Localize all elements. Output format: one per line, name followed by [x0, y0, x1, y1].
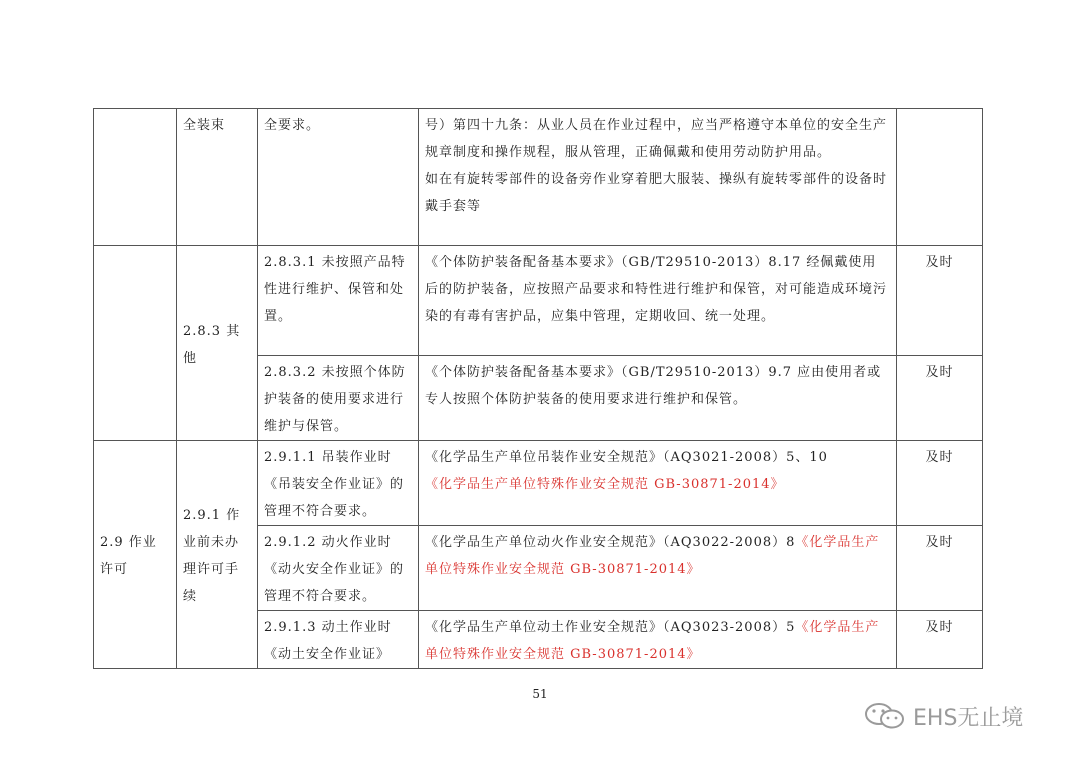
- deadline-cell: 及时: [897, 526, 983, 611]
- basis-cell: [419, 611, 897, 669]
- basis-standard: 《化学品生产单位吊装作业安全规范》（AQ3021-2008）5、10: [425, 450, 828, 465]
- basis-cell: [419, 441, 897, 526]
- issue-cell: 全要求。: [258, 109, 419, 246]
- basis-standard-highlight: 《化学品生产单位特殊作业安全规范 GB-30871-2014》: [425, 535, 880, 577]
- page-number: 51: [532, 687, 548, 701]
- table-row: [94, 109, 983, 246]
- item-cell: 2.9.1 作业前未办理许可手续: [177, 441, 258, 669]
- regulation-table: [93, 108, 983, 669]
- basis-standard-highlight: 《化学品生产单位特殊作业安全规范 GB-30871-2014》: [425, 477, 785, 492]
- item-cell: 全装束: [177, 109, 258, 246]
- issue-cell: 2.8.3.1 未按照产品特性进行维护、保管和处置。: [258, 246, 419, 356]
- basis-paragraph: 如在有旋转零部件的设备旁作业穿着肥大服装、操纵有旋转零部件的设备时戴手套等: [425, 172, 888, 214]
- deadline-cell: 及时: [897, 441, 983, 526]
- issue-cell: 2.9.1.2 动火作业时《动火安全作业证》的管理不符合要求。: [258, 526, 419, 611]
- item-cell: 2.8.3 其他: [177, 246, 258, 441]
- basis-cell: 《个体防护装备配备基本要求》（GB/T29510-2013）9.7 应由使用者或专人按照个体防护装备的使用要求进行维护和保管。: [419, 356, 897, 441]
- deadline-cell: 及时: [897, 611, 983, 669]
- watermark: [863, 700, 1023, 732]
- category-cell: [94, 109, 177, 246]
- issue-cell: 2.8.3.2 未按照个体防护装备的使用要求进行维护与保管。: [258, 356, 419, 441]
- basis-cell: [419, 526, 897, 611]
- watermark-text: EHS无止境: [913, 705, 1024, 731]
- category-cell: [94, 246, 177, 441]
- deadline-cell: 及时: [897, 356, 983, 441]
- table-row: [94, 246, 983, 356]
- category-cell: 2.9 作业许可: [94, 441, 177, 669]
- basis-cell: 《个体防护装备配备基本要求》（GB/T29510-2013）8.17 经佩戴使用后的防护装备，应按照产品要求和特性进行维护和保管，对可能造成环境污染的有毒有害护品，应集中管理，定期收回、统一处理。: [419, 246, 897, 356]
- basis-cell: [419, 109, 897, 246]
- basis-standard: 《化学品生产单位动火作业安全规范》（AQ3022-2008）8: [425, 535, 796, 550]
- basis-standard: 《化学品生产单位动土作业安全规范》（AQ3023-2008）5: [425, 620, 796, 635]
- wechat-icon: [863, 701, 907, 731]
- table-row: [94, 441, 983, 526]
- basis-standard-highlight: 《化学品生产单位特殊作业安全规范 GB-30871-2014》: [425, 620, 880, 662]
- issue-cell: 2.9.1.3 动土作业时《动土安全作业证》: [258, 611, 419, 669]
- deadline-cell: [897, 109, 983, 246]
- basis-paragraph: 号）第四十九条：从业人员在作业过程中，应当严格遵守本单位的安全生产规章制度和操作规程，服从管理，正确佩戴和使用劳动防护用品。: [425, 118, 888, 160]
- deadline-cell: 及时: [897, 246, 983, 356]
- issue-cell: 2.9.1.1 吊装作业时《吊装安全作业证》的管理不符合要求。: [258, 441, 419, 526]
